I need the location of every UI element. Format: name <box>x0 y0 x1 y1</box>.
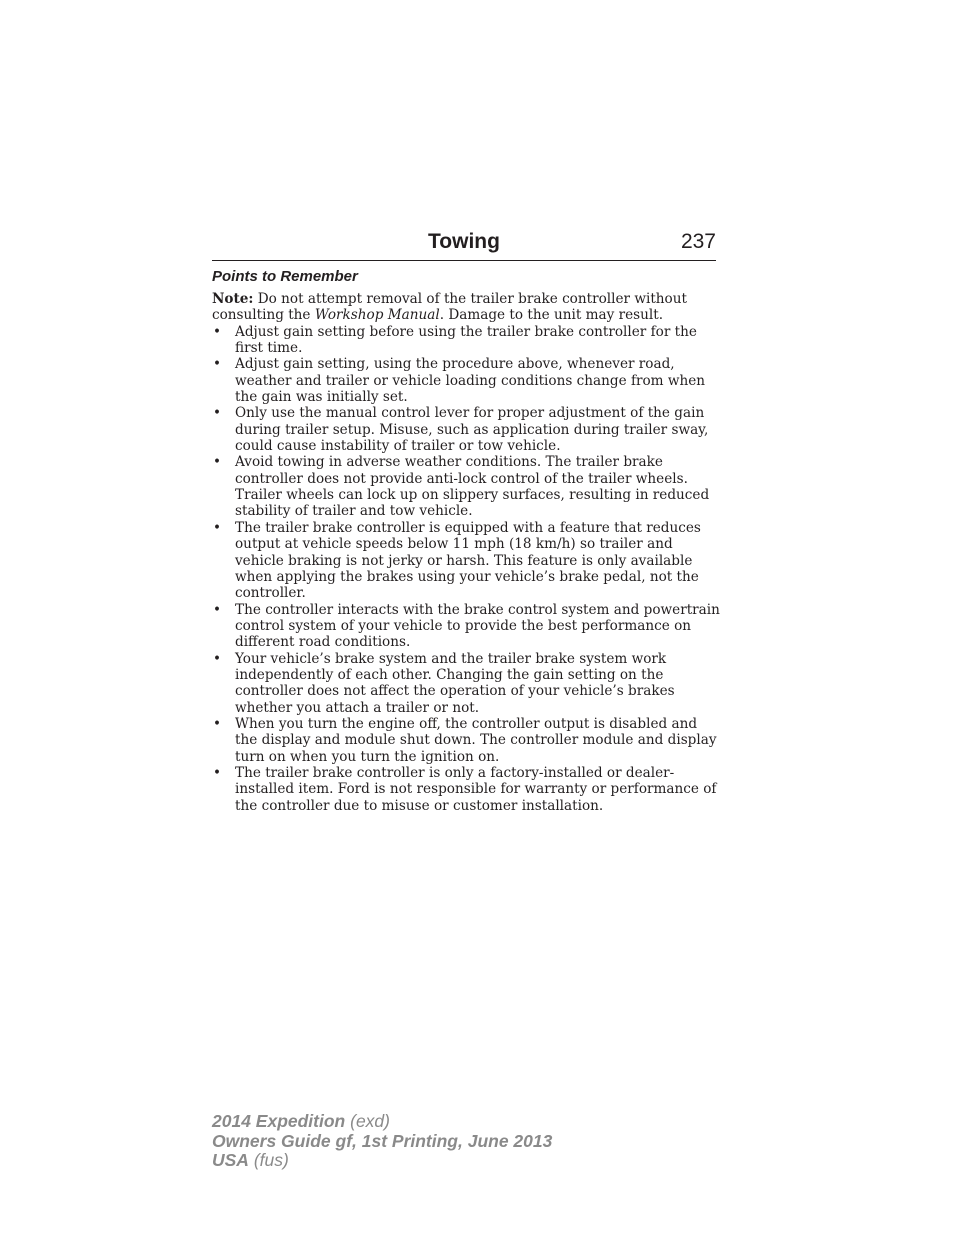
page-header <box>212 228 716 261</box>
list-item <box>212 356 722 405</box>
footer-region-code: (fus) <box>248 1150 289 1170</box>
list-item <box>212 405 722 454</box>
bullet-marker: • <box>213 601 222 618</box>
bullet-marker: • <box>213 519 222 536</box>
page-content <box>212 266 722 814</box>
page-footer <box>212 1112 552 1171</box>
list-item <box>212 454 722 519</box>
list-item <box>212 651 722 716</box>
list-item <box>212 602 722 651</box>
footer-region: USA <box>212 1150 249 1170</box>
footer-line-printing <box>212 1132 552 1152</box>
section-heading: Points to Remember <box>212 268 358 285</box>
note-label: Note: <box>212 291 254 307</box>
list-item-text: The trailer brake controller is only a factory-installed or dealer-installed item. Ford is not responsible for warranty or performance of the controller due to misuse or customer installation. <box>235 764 717 814</box>
footer-model-name: 2014 Expedition <box>212 1111 346 1131</box>
list-item-text: Adjust gain setting before using the trailer brake controller for the first time. <box>235 323 697 357</box>
list-item-text: Avoid towing in adverse weather conditions. The trailer brake controller does not provide anti-lock control of the trailer wheels. Trailer wheels can lock up on slippery surfaces, resulting in reduced stability of trailer and tow vehicle. <box>235 454 710 520</box>
page-number: 237 <box>680 230 716 253</box>
list-item <box>212 324 722 357</box>
list-item-text: Your vehicle’s brake system and the trailer brake system work independently of each other. Changing the gain setting on the controller does not affect the operation of your vehicle’s brakes whether you attach a trailer or not. <box>235 650 675 716</box>
bullet-marker: • <box>213 356 222 373</box>
bullet-marker: • <box>213 454 222 471</box>
note-text-before: Do not attempt removal of the trailer brake controller without consulting the <box>212 291 687 324</box>
footer-line-region <box>212 1151 552 1171</box>
list-item-text: When you turn the engine off, the controller output is disabled and the display and module shut down. The controller module and display turn on when you turn the ignition on. <box>235 715 717 765</box>
footer-line-model <box>212 1112 552 1132</box>
bullet-marker: • <box>213 764 222 781</box>
bullet-marker: • <box>213 650 222 667</box>
bullet-marker: • <box>213 715 222 732</box>
list-item-text: Only use the manual control lever for proper adjustment of the gain during trailer setup. Misuse, such as application during trailer sway, could cause instability of trailer or tow vehicle. <box>235 405 709 455</box>
list-item <box>212 716 722 765</box>
bullet-marker: • <box>213 405 222 422</box>
bullet-list <box>212 324 722 814</box>
list-item-text: The trailer brake controller is equipped with a feature that reduces output at vehicle speeds below 11 mph (18 km/h) so trailer and vehicle braking is not jerky or harsh. This feature is only available when applying the brakes using your vehicle’s brake pedal, not the controller. <box>235 519 701 602</box>
footer-printing-info: Owners Guide gf, 1st Printing, June 2013 <box>212 1130 553 1151</box>
list-item-text: Adjust gain setting, using the procedure above, whenever road, weather and trailer or vehicle loading conditions change from when the gain was initially set. <box>235 356 706 406</box>
note-text-after: . Damage to the unit may result. <box>439 307 664 324</box>
note-paragraph <box>212 291 722 324</box>
footer-model-code: (exd) <box>345 1111 390 1131</box>
list-item <box>212 765 722 814</box>
bullet-marker: • <box>213 323 222 340</box>
list-item <box>212 520 722 602</box>
list-item-text: The controller interacts with the brake control system and powertrain control system of your vehicle to provide the best performance on different road conditions. <box>235 601 720 651</box>
note-emphasis: Workshop Manual <box>314 307 440 324</box>
chapter-title: Towing <box>428 230 500 253</box>
